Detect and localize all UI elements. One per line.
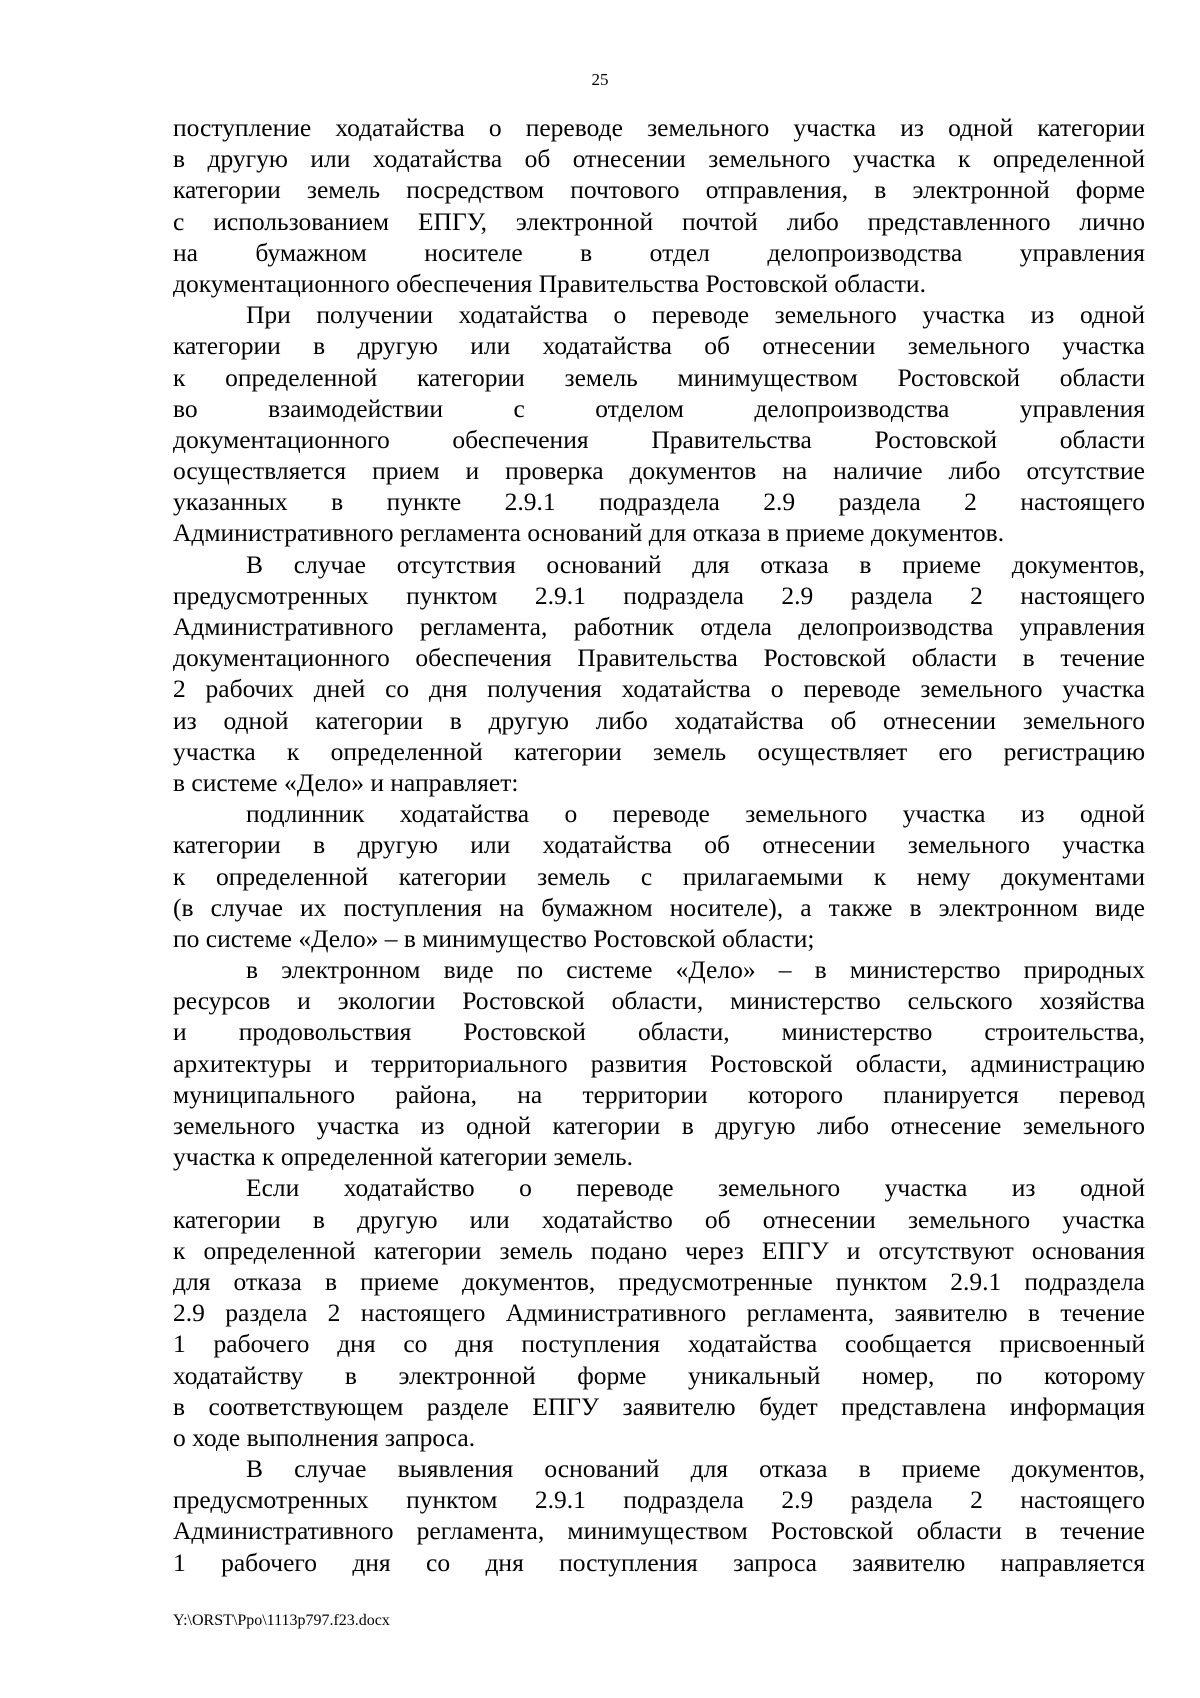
text-line: (в случае их поступления на бумажном носителе), а также в электронном виде	[173, 892, 1145, 922]
text-line: о ходе выполнения запроса.	[173, 1422, 476, 1452]
text-line: во взаимодействии с отделом делопроизводства управления	[173, 393, 1145, 423]
text-line: к определенной категории земель подано через ЕПГУ и отсутствуют основания	[173, 1235, 1145, 1265]
text-line: категории в другую или ходатайство об отнесении земельного участка	[173, 1204, 1145, 1234]
text-line: и продовольствия Ростовской области, министерство строительства,	[173, 1017, 1145, 1047]
text-line: При получении ходатайства о переводе земельного участка из одной	[246, 300, 1145, 330]
text-line: по системе «Дело» – в минимущество Ростовской области;	[173, 923, 815, 953]
text-line: категории земель посредством почтового отправления, в электронной форме	[173, 175, 1145, 205]
text-line: ходатайству в электронной форме уникальный номер, по которому	[173, 1360, 1145, 1390]
text-line: в другую или ходатайства об отнесении земельного участка к определенной	[173, 144, 1145, 174]
text-line: В случае выявления оснований для отказа в приеме документов,	[246, 1454, 1145, 1484]
paragraph	[173, 112, 1145, 299]
text-line: поступление ходатайства о переводе земельного участка из одной категории	[173, 113, 1145, 142]
text-line: с использованием ЕПГУ, электронной почтой либо представленного лично	[173, 206, 1145, 236]
text-line: архитектуры и территориального развития Ростовской области, администрацию	[173, 1048, 1145, 1078]
text-line: из одной категории в другую либо ходатайства об отнесении земельного	[173, 705, 1145, 735]
page-number: 25	[591, 70, 609, 89]
text-line: указанных в пункте 2.9.1 подраздела 2.9 раздела 2 настоящего	[173, 487, 1145, 517]
paragraph	[173, 954, 1145, 1172]
text-line: земельного участка из одной категории в другую либо отнесение земельного	[173, 1111, 1145, 1140]
text-line: документационного обеспечения Правительства Ростовской области в течение	[173, 643, 1145, 673]
text-line: категории в другую или ходатайства об отнесении земельного участка	[173, 331, 1145, 361]
text-line: 2.9 раздела 2 настоящего Административного регламента, заявителю в течение	[173, 1298, 1145, 1328]
text-line: в соответствующем разделе ЕПГУ заявителю будет представлена информация	[173, 1391, 1145, 1421]
text-line: Административного регламента оснований для отказа в приеме документов.	[173, 518, 1005, 548]
text-line: для отказа в приеме документов, предусмотренные пунктом 2.9.1 подраздела	[173, 1266, 1145, 1296]
text-line: Административного регламента, работник отдела делопроизводства управления	[173, 612, 1145, 641]
text-line: предусмотренных пунктом 2.9.1 подраздела 2.9 раздела 2 настоящего	[173, 580, 1145, 610]
text-line: к определенной категории земель минимуществом Ростовской области	[173, 362, 1145, 392]
text-line: 1 рабочего дня со дня поступления ходатайства сообщается присвоенный	[173, 1329, 1145, 1359]
text-line: в системе «Дело» и направляет:	[173, 767, 519, 797]
text-line: 1 рабочего дня со дня поступления запроса заявителю направляется	[173, 1547, 1145, 1577]
text-line: в электронном виде по системе «Дело» – в министерство природных	[246, 955, 1145, 985]
text-line: Если ходатайство о переводе земельного участка из одной	[246, 1173, 1145, 1203]
text-line: участка к определенной категории земель осуществляет его регистрацию	[173, 736, 1145, 766]
text-line: 2 рабочих дней со дня получения ходатайства о переводе земельного участка	[173, 674, 1145, 704]
paragraph	[173, 299, 1145, 549]
document-body	[173, 112, 1145, 1578]
text-line: осуществляется прием и проверка документов на наличие либо отсутствие	[173, 456, 1145, 486]
paragraph	[173, 549, 1145, 799]
text-line: категории в другую или ходатайства об отнесении земельного участка	[173, 830, 1145, 860]
text-line: ресурсов и экологии Ростовской области, министерство сельского хозяйства	[173, 986, 1145, 1016]
file-path-footer: Y:\ORST\Ppo\1113p797.f23.docx	[173, 1612, 390, 1629]
text-line: В случае отсутствия оснований для отказа в приеме документов,	[246, 549, 1145, 579]
paragraph	[173, 1172, 1145, 1453]
text-line: предусмотренных пунктом 2.9.1 подраздела 2.9 раздела 2 настоящего	[173, 1485, 1145, 1515]
text-line: муниципального района, на территории которого планируется перевод	[173, 1079, 1145, 1109]
text-line: подлинник ходатайства о переводе земельного участка из одной	[246, 799, 1145, 829]
paragraph	[173, 1453, 1145, 1578]
text-line: участка к определенной категории земель.	[173, 1142, 634, 1172]
text-line: документационного обеспечения Правительства Ростовской области	[173, 424, 1145, 454]
text-line: документационного обеспечения Правительства Ростовской области.	[173, 268, 926, 298]
text-line: на бумажном носителе в отдел делопроизводства управления	[173, 237, 1145, 267]
paragraph	[173, 798, 1145, 954]
text-line: к определенной категории земель с прилагаемыми к нему документами	[173, 861, 1145, 891]
text-line: Административного регламента, минимуществом Ростовской области в течение	[173, 1516, 1145, 1546]
